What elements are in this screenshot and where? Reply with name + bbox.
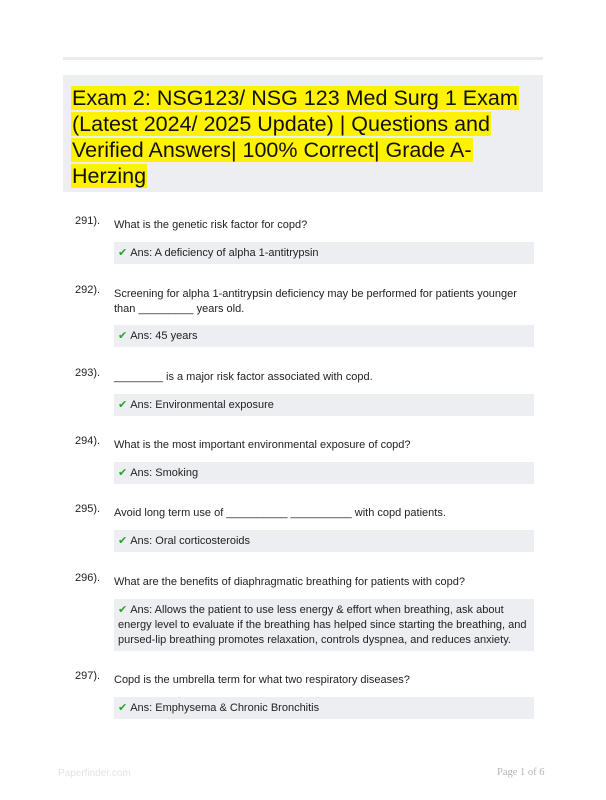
page-title (71, 85, 535, 189)
question-text: Copd is the umbrella term for what two respiratory diseases? (114, 674, 410, 686)
answer-text: Ans: A deficiency of alpha 1-antitrypsin (130, 247, 319, 259)
question-number: 296). (75, 572, 101, 584)
answer-text: Ans: Smoking (130, 467, 199, 479)
checkmark-icon: ✔ (118, 329, 128, 342)
answer-box (114, 462, 534, 484)
question-number: 291). (75, 215, 101, 227)
checkmark-icon: ✔ (118, 466, 128, 479)
answer-text: Ans: Emphysema & Chronic Bronchitis (130, 702, 320, 714)
answer-box (114, 242, 534, 264)
title-line-2: (Latest 2024/ 2025 Update) | Questions and (72, 112, 490, 136)
answer-text: Ans: Allows the patient to use less energy & effort when breathing, ask about energy level to evaluate if the breathing has helped since starting the breathing, and pursed-lip breathing promotes relaxation, controls dyspnea, and reduces anxiety. (118, 604, 527, 646)
answer-text: Ans: Environmental exposure (130, 399, 274, 411)
question-text: ________ is a major risk factor associated with copd. (114, 371, 373, 383)
answer-box (114, 599, 534, 651)
answer-box (114, 394, 534, 416)
checkmark-icon: ✔ (118, 398, 128, 411)
title-panel (63, 75, 543, 192)
question-text: What is the most important environmental exposure of copd? (114, 439, 411, 451)
title-line-3: Verified Answers| 100% Correct| Grade A- (72, 138, 472, 162)
question-text: Avoid long term use of __________ __________ with copd patients. (114, 507, 446, 519)
checkmark-icon: ✔ (118, 534, 128, 547)
question-text: Screening for alpha 1-antitrypsin deficiency may be performed for patients younger than _________ years old. (114, 288, 517, 315)
answer-box (114, 697, 534, 719)
question-text: What is the genetic risk factor for copd? (114, 219, 308, 231)
answer-box (114, 325, 534, 347)
question-number: 292). (75, 284, 101, 296)
top-divider (63, 57, 543, 60)
question-number: 295). (75, 503, 101, 515)
title-line-4: Herzing (72, 164, 147, 188)
checkmark-icon: ✔ (118, 701, 128, 714)
page-number: Page 1 of 6 (497, 767, 545, 778)
question-number: 293). (75, 367, 101, 379)
question-text: What are the benefits of diaphragmatic breathing for patients with copd? (114, 576, 465, 588)
question-number: 297). (75, 670, 101, 682)
checkmark-icon: ✔ (118, 603, 128, 616)
answer-text: Ans: 45 years (130, 330, 198, 342)
checkmark-icon: ✔ (118, 246, 128, 259)
answer-text: Ans: Oral corticosteroids (130, 535, 251, 547)
title-line-1: Exam 2: NSG123/ NSG 123 Med Surg 1 Exam (72, 86, 518, 110)
footer-watermark: Paperfinder.com (58, 768, 131, 779)
question-number: 294). (75, 435, 101, 447)
answer-box (114, 530, 534, 552)
